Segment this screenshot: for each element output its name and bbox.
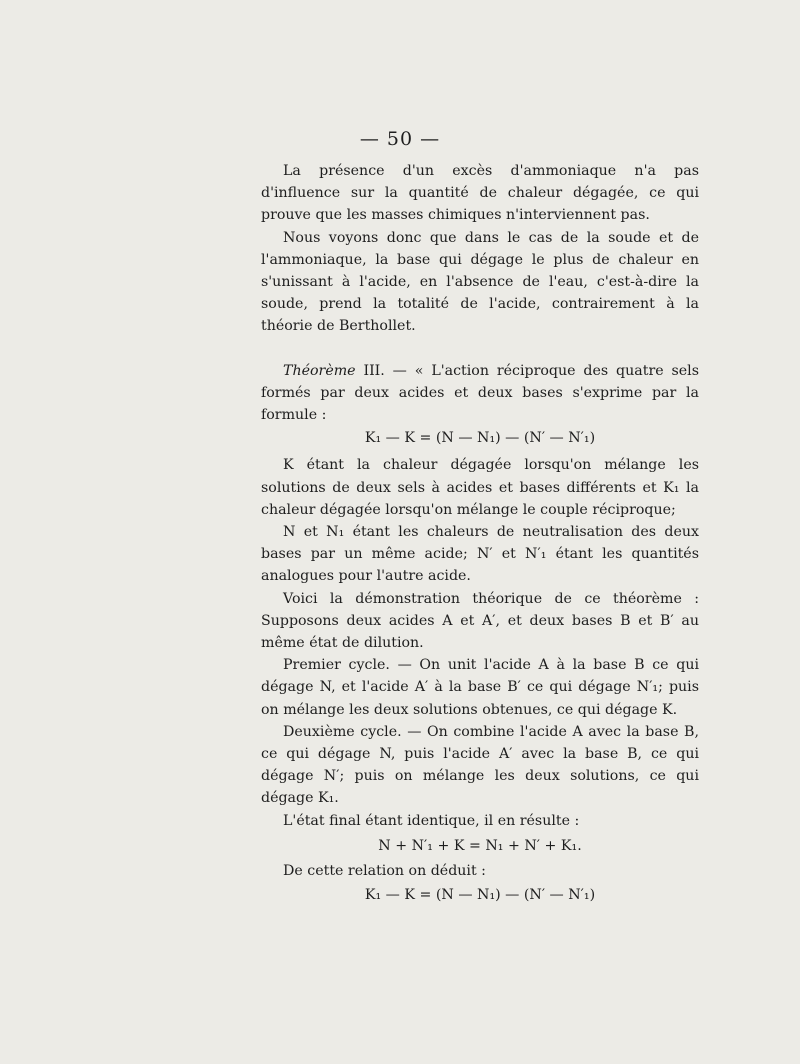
- paragraph-demonstration: Voici la démonstration théorique de ce théorème : Supposons deux acides A et A′, et deux bases B et B′ au même état de dilution.: [261, 590, 699, 652]
- theorem-label: Théorème: [283, 362, 356, 379]
- paragraph-ammonia-excess: La présence d'un excès d'ammoniaque n'a pas d'influence sur la quantité de chaleur dégagée, ce qui prouve que les masses chimiques n'interviennent pas.: [261, 163, 699, 224]
- formula-relation: N + N′₁ + K = N₁ + N′ + K₁.: [378, 837, 582, 854]
- page-number: — 50 —: [359, 128, 441, 150]
- paragraph-first-cycle: Premier cycle. — On unit l'acide A à la base B ce qui dégage N, et l'acide A′ à la base B′ ce qui dégage N′₁; puis on mélange les deux solutions obtenues, ce qui dégage K.: [261, 657, 699, 718]
- paragraph-deduction: De cette relation on déduit :: [283, 863, 486, 880]
- formula-result: K₁ — K = (N — N₁) — (N′ — N′₁): [364, 887, 596, 904]
- paragraph-k-definition: K étant la chaleur dégagée lorsqu'on mélange les solutions de deux sels à acides et bases différents et K₁ la chaleur dégagée lorsqu'on mélange le couple réciproque;: [261, 457, 699, 518]
- paragraph-second-cycle: Deuxième cycle. — On combine l'acide A avec la base B, ce qui dégage N, puis l'acide A′ avec la base B, ce qui dégage N′; puis on mélange les deux solutions, ce qui dégage K₁.: [261, 723, 699, 807]
- formula-theorem: K₁ — K = (N — N₁) — (N′ — N′₁): [364, 430, 596, 447]
- paragraph-final-state: L'état final étant identique, il en résulte :: [283, 812, 580, 829]
- paragraph-n-definition: N et N₁ étant les chaleurs de neutralisation des deux bases par un même acide; N′ et N′₁ étant les quantités analogues pour l'autre acide.: [261, 524, 699, 585]
- paragraph-theorem: [261, 360, 699, 427]
- body-text: [261, 160, 699, 907]
- theorem-text: III. — « L'action réciproque des quatre sels formés par deux acides et deux bases s'exprime par la formule :: [261, 362, 699, 424]
- paragraph-soude-ammoniaque: Nous voyons donc que dans le cas de la soude et de l'ammoniaque, la base qui dégage le plus de chaleur en s'unissant à l'acide, en l'absence de l'eau, c'est-à-dire la soude, prend la totalité de l'acide, contrairement à la théorie de Berthollet.: [261, 229, 699, 335]
